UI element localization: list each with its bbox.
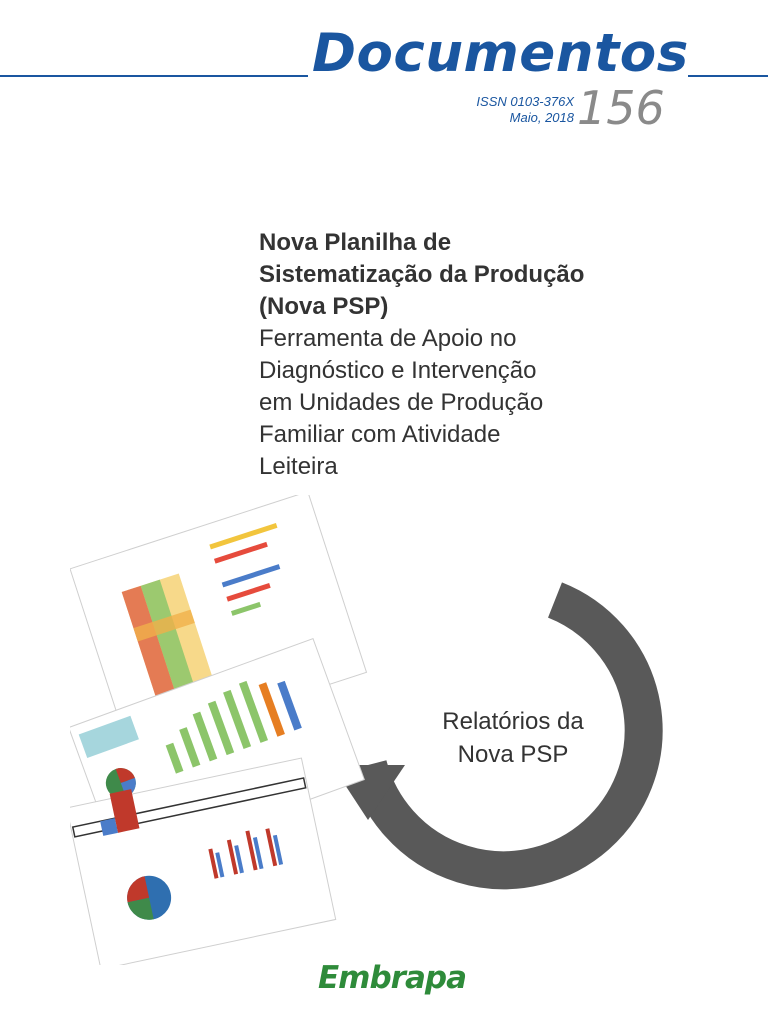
subtitle-line: Ferramenta de Apoio no — [259, 325, 517, 352]
embrapa-logo: Embrapa — [318, 960, 466, 996]
cycle-label-line: Relatórios da — [442, 708, 584, 735]
cycle-label-line: Nova PSP — [457, 741, 569, 768]
subtitle-line: Diagnóstico e Intervenção — [259, 357, 537, 384]
issue-number: 156 — [577, 81, 665, 135]
cycle-label — [398, 705, 628, 771]
subtitle-line: em Unidades de Produção — [259, 389, 544, 416]
issn-text: ISSN 0103-376X — [476, 94, 574, 109]
issn-block — [476, 94, 574, 126]
title-line: Sistematização da Produção — [259, 261, 585, 288]
series-title: Documentos — [308, 24, 688, 84]
issue-date: Maio, 2018 — [509, 110, 574, 125]
title-line: Nova Planilha de — [259, 229, 452, 256]
subtitle-line: Familiar com Atividade — [259, 421, 501, 448]
title-line: (Nova PSP) — [259, 293, 389, 320]
subtitle-line: Leiteira — [259, 453, 338, 480]
document-title — [259, 227, 699, 483]
